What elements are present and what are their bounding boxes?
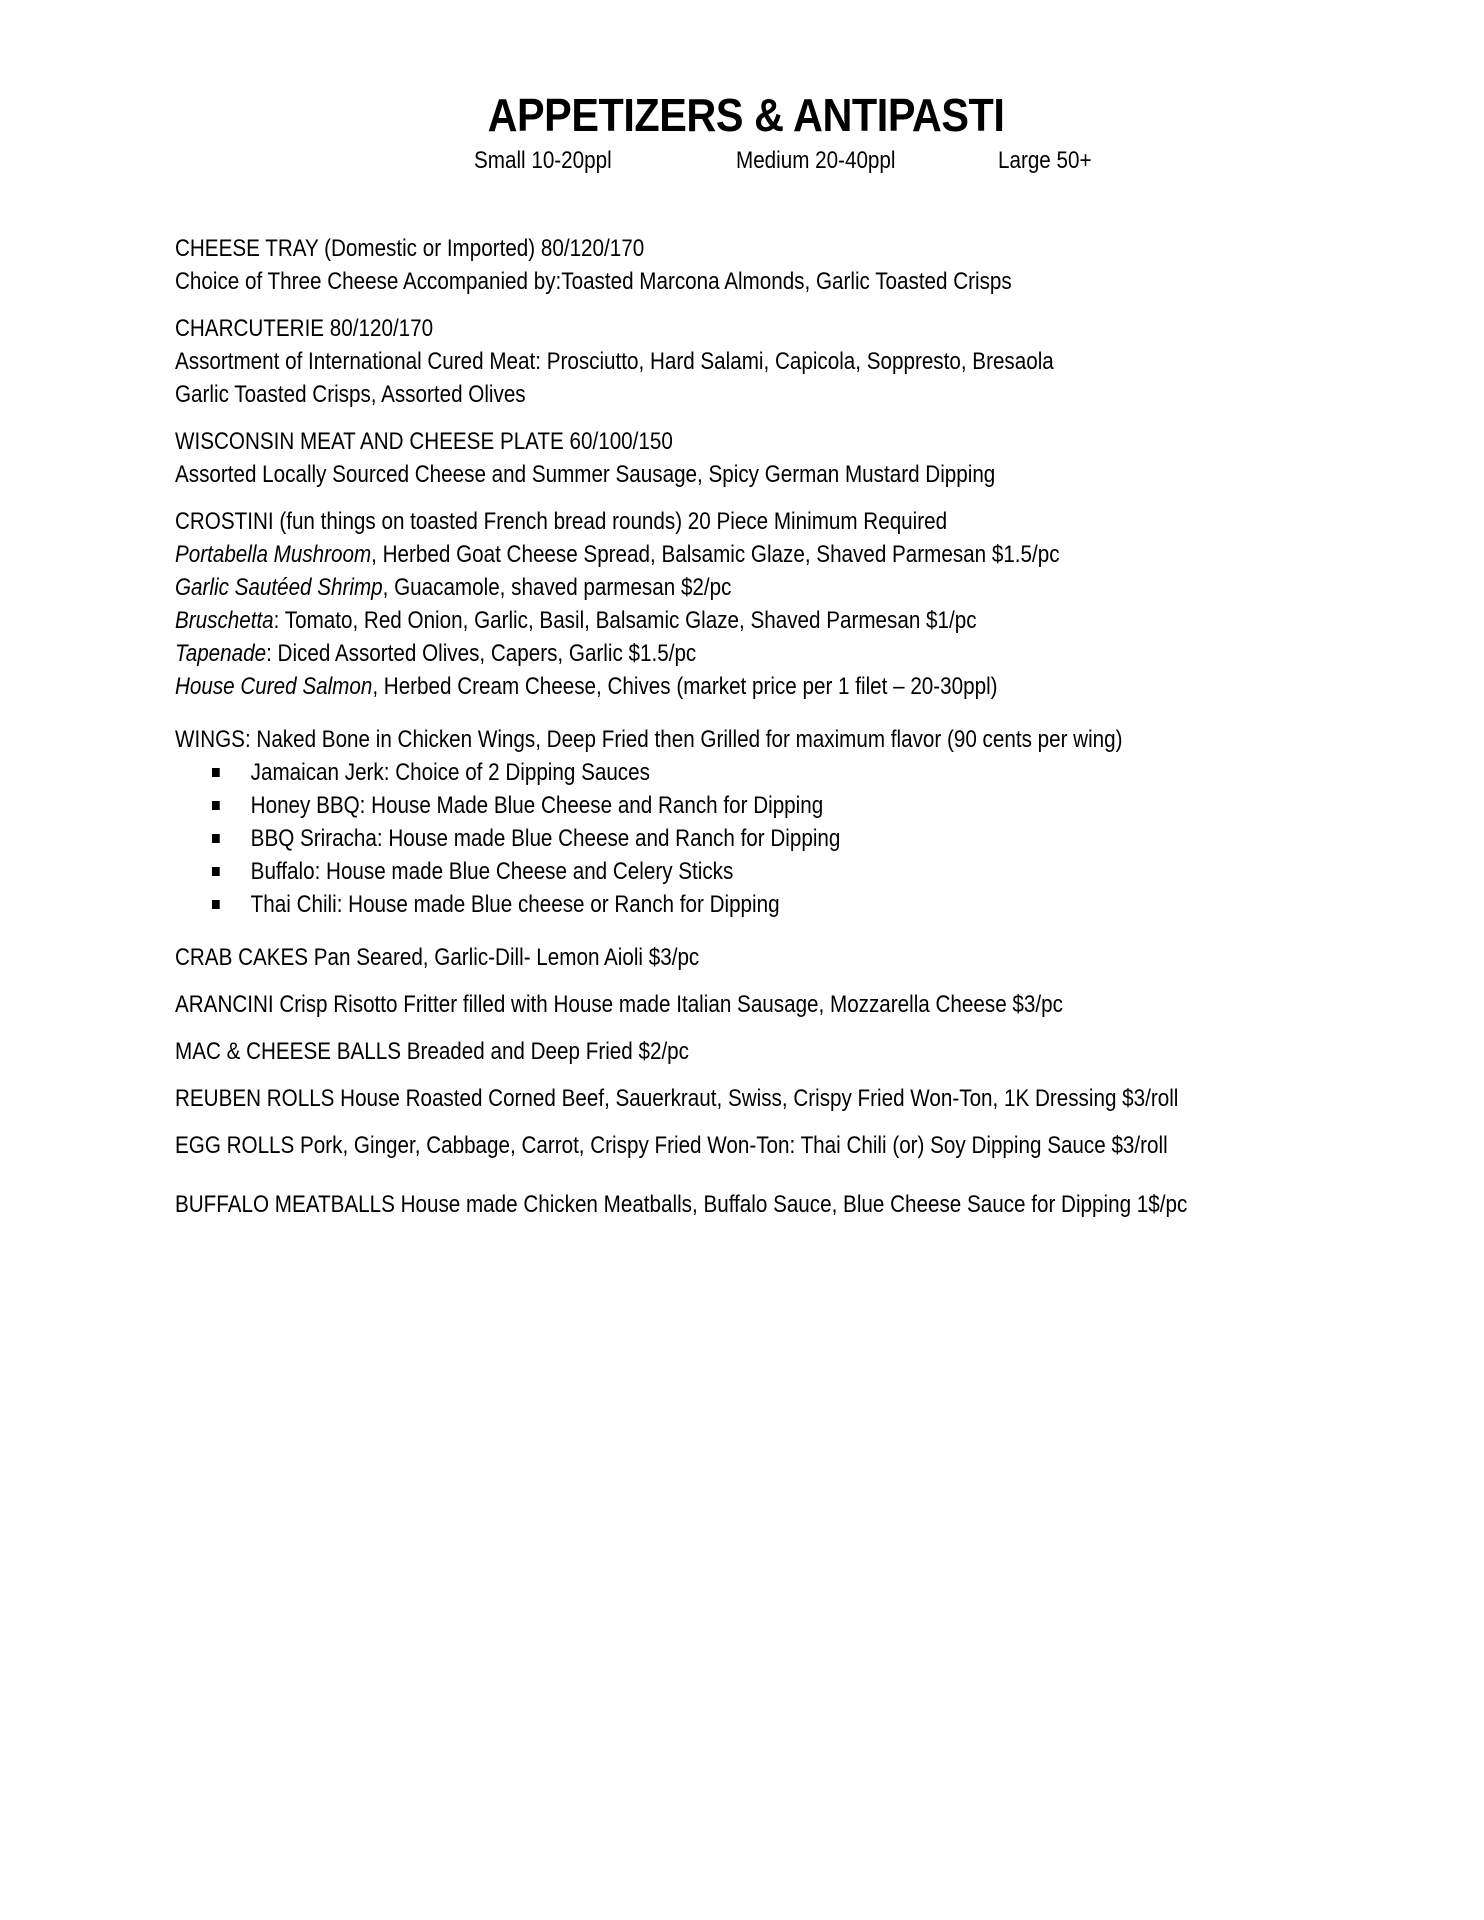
wisconsin-heading: WISCONSIN MEAT AND CHEESE PLATE 60/100/150 — [175, 428, 673, 455]
charcuterie-section — [175, 312, 1379, 411]
wing-flavor: Thai Chili: House made Blue cheese or Ranch for Dipping — [250, 891, 780, 918]
crostini-item-name: Bruschetta — [175, 607, 274, 634]
wing-flavor: Jamaican Jerk: Choice of 2 Dipping Sauces — [250, 759, 650, 786]
crostini-section — [175, 505, 1379, 703]
wing-flavor: Buffalo: House made Blue Cheese and Celery Sticks — [250, 858, 734, 885]
crostini-item-name: Portabella Mushroom — [175, 541, 372, 568]
mac-cheese-balls-item: MAC & CHEESE BALLS Breaded and Deep Fried $2/pc — [175, 1038, 689, 1065]
egg-rolls-item: EGG ROLLS Pork, Ginger, Cabbage, Carrot, Crispy Fried Won-Ton: Thai Chili (or) Soy Dipping Sauce $3/roll — [175, 1132, 1168, 1159]
list-item — [175, 789, 1379, 822]
crostini-item-detail: , Herbed Goat Cheese Spread, Balsamic Glaze, Shaved Parmesan $1.5/pc — [371, 541, 1060, 568]
crostini-item-name: Tapenade — [175, 640, 267, 667]
square-bullet-icon — [212, 867, 220, 876]
size-medium-label: Medium 20-40ppl — [736, 147, 896, 174]
list-item — [175, 855, 1379, 888]
list-item — [175, 756, 1379, 789]
size-small-label: Small 10-20ppl — [474, 147, 612, 174]
crostini-item — [175, 604, 1379, 637]
crostini-item — [175, 571, 1379, 604]
cheese-tray-heading: CHEESE TRAY (Domestic or Imported) 80/120/170 — [175, 235, 645, 262]
charcuterie-description-2: Garlic Toasted Crisps, Assorted Olives — [175, 381, 526, 408]
crostini-item-detail: , Guacamole, shaved parmesan $2/pc — [382, 574, 732, 601]
crostini-item-name: Garlic Sautéed Shrimp — [175, 574, 383, 601]
crostini-item — [175, 538, 1379, 571]
arancini-item: ARANCINI Crisp Risotto Fritter filled with House made Italian Sausage, Mozzarella Cheese $3/pc — [175, 991, 1063, 1018]
crostini-item-detail: : Diced Assorted Olives, Capers, Garlic $1.5/pc — [266, 640, 697, 667]
size-large-label: Large 50+ — [998, 147, 1092, 174]
wings-section — [175, 723, 1379, 921]
wings-heading: WINGS: Naked Bone in Chicken Wings, Deep Fried then Grilled for maximum flavor (90 cents per wing) — [175, 726, 1123, 753]
crostini-item-name: House Cured Salmon — [175, 673, 373, 700]
square-bullet-icon — [212, 834, 220, 843]
wisconsin-description: Assorted Locally Sourced Cheese and Summer Sausage, Spicy German Mustard Dipping — [175, 461, 996, 488]
wing-flavor: BBQ Sriracha: House made Blue Cheese and Ranch for Dipping — [250, 825, 841, 852]
crab-cakes-item: CRAB CAKES Pan Seared, Garlic-Dill- Lemon Aioli $3/pc — [175, 944, 700, 971]
crostini-item — [175, 670, 1379, 703]
reuben-rolls-item: REUBEN ROLLS House Roasted Corned Beef, Sauerkraut, Swiss, Crispy Fried Won-Ton, 1K Dressing $3/roll — [175, 1085, 1179, 1112]
list-item — [175, 888, 1379, 921]
cheese-tray-description: Choice of Three Cheese Accompanied by:Toasted Marcona Almonds, Garlic Toasted Crisps — [175, 268, 1012, 295]
crostini-item — [175, 637, 1379, 670]
list-item — [175, 822, 1379, 855]
crostini-item-detail: , Herbed Cream Cheese, Chives (market price per 1 filet – 20-30ppl) — [372, 673, 998, 700]
charcuterie-heading: CHARCUTERIE 80/120/170 — [175, 315, 434, 342]
square-bullet-icon — [212, 768, 220, 777]
wing-flavor: Honey BBQ: House Made Blue Cheese and Ranch for Dipping — [250, 792, 824, 819]
wings-list — [175, 756, 1379, 921]
square-bullet-icon — [212, 801, 220, 810]
menu-content — [175, 232, 1379, 1221]
cheese-tray-section — [175, 232, 1379, 298]
crostini-item-detail: : Tomato, Red Onion, Garlic, Basil, Balsamic Glaze, Shaved Parmesan $1/pc — [273, 607, 977, 634]
square-bullet-icon — [212, 900, 220, 909]
wisconsin-section — [175, 425, 1379, 491]
page-title: APPETIZERS & ANTIPASTI — [487, 89, 1005, 141]
buffalo-meatballs-item: BUFFALO MEATBALLS House made Chicken Meatballs, Buffalo Sauce, Blue Cheese Sauce for Dipping 1$/pc — [175, 1191, 1188, 1218]
crostini-heading: CROSTINI (fun things on toasted French bread rounds) 20 Piece Minimum Required — [175, 508, 948, 535]
charcuterie-description: Assortment of International Cured Meat: Prosciutto, Hard Salami, Capicola, Soppresto, Bresaola — [175, 348, 1054, 375]
